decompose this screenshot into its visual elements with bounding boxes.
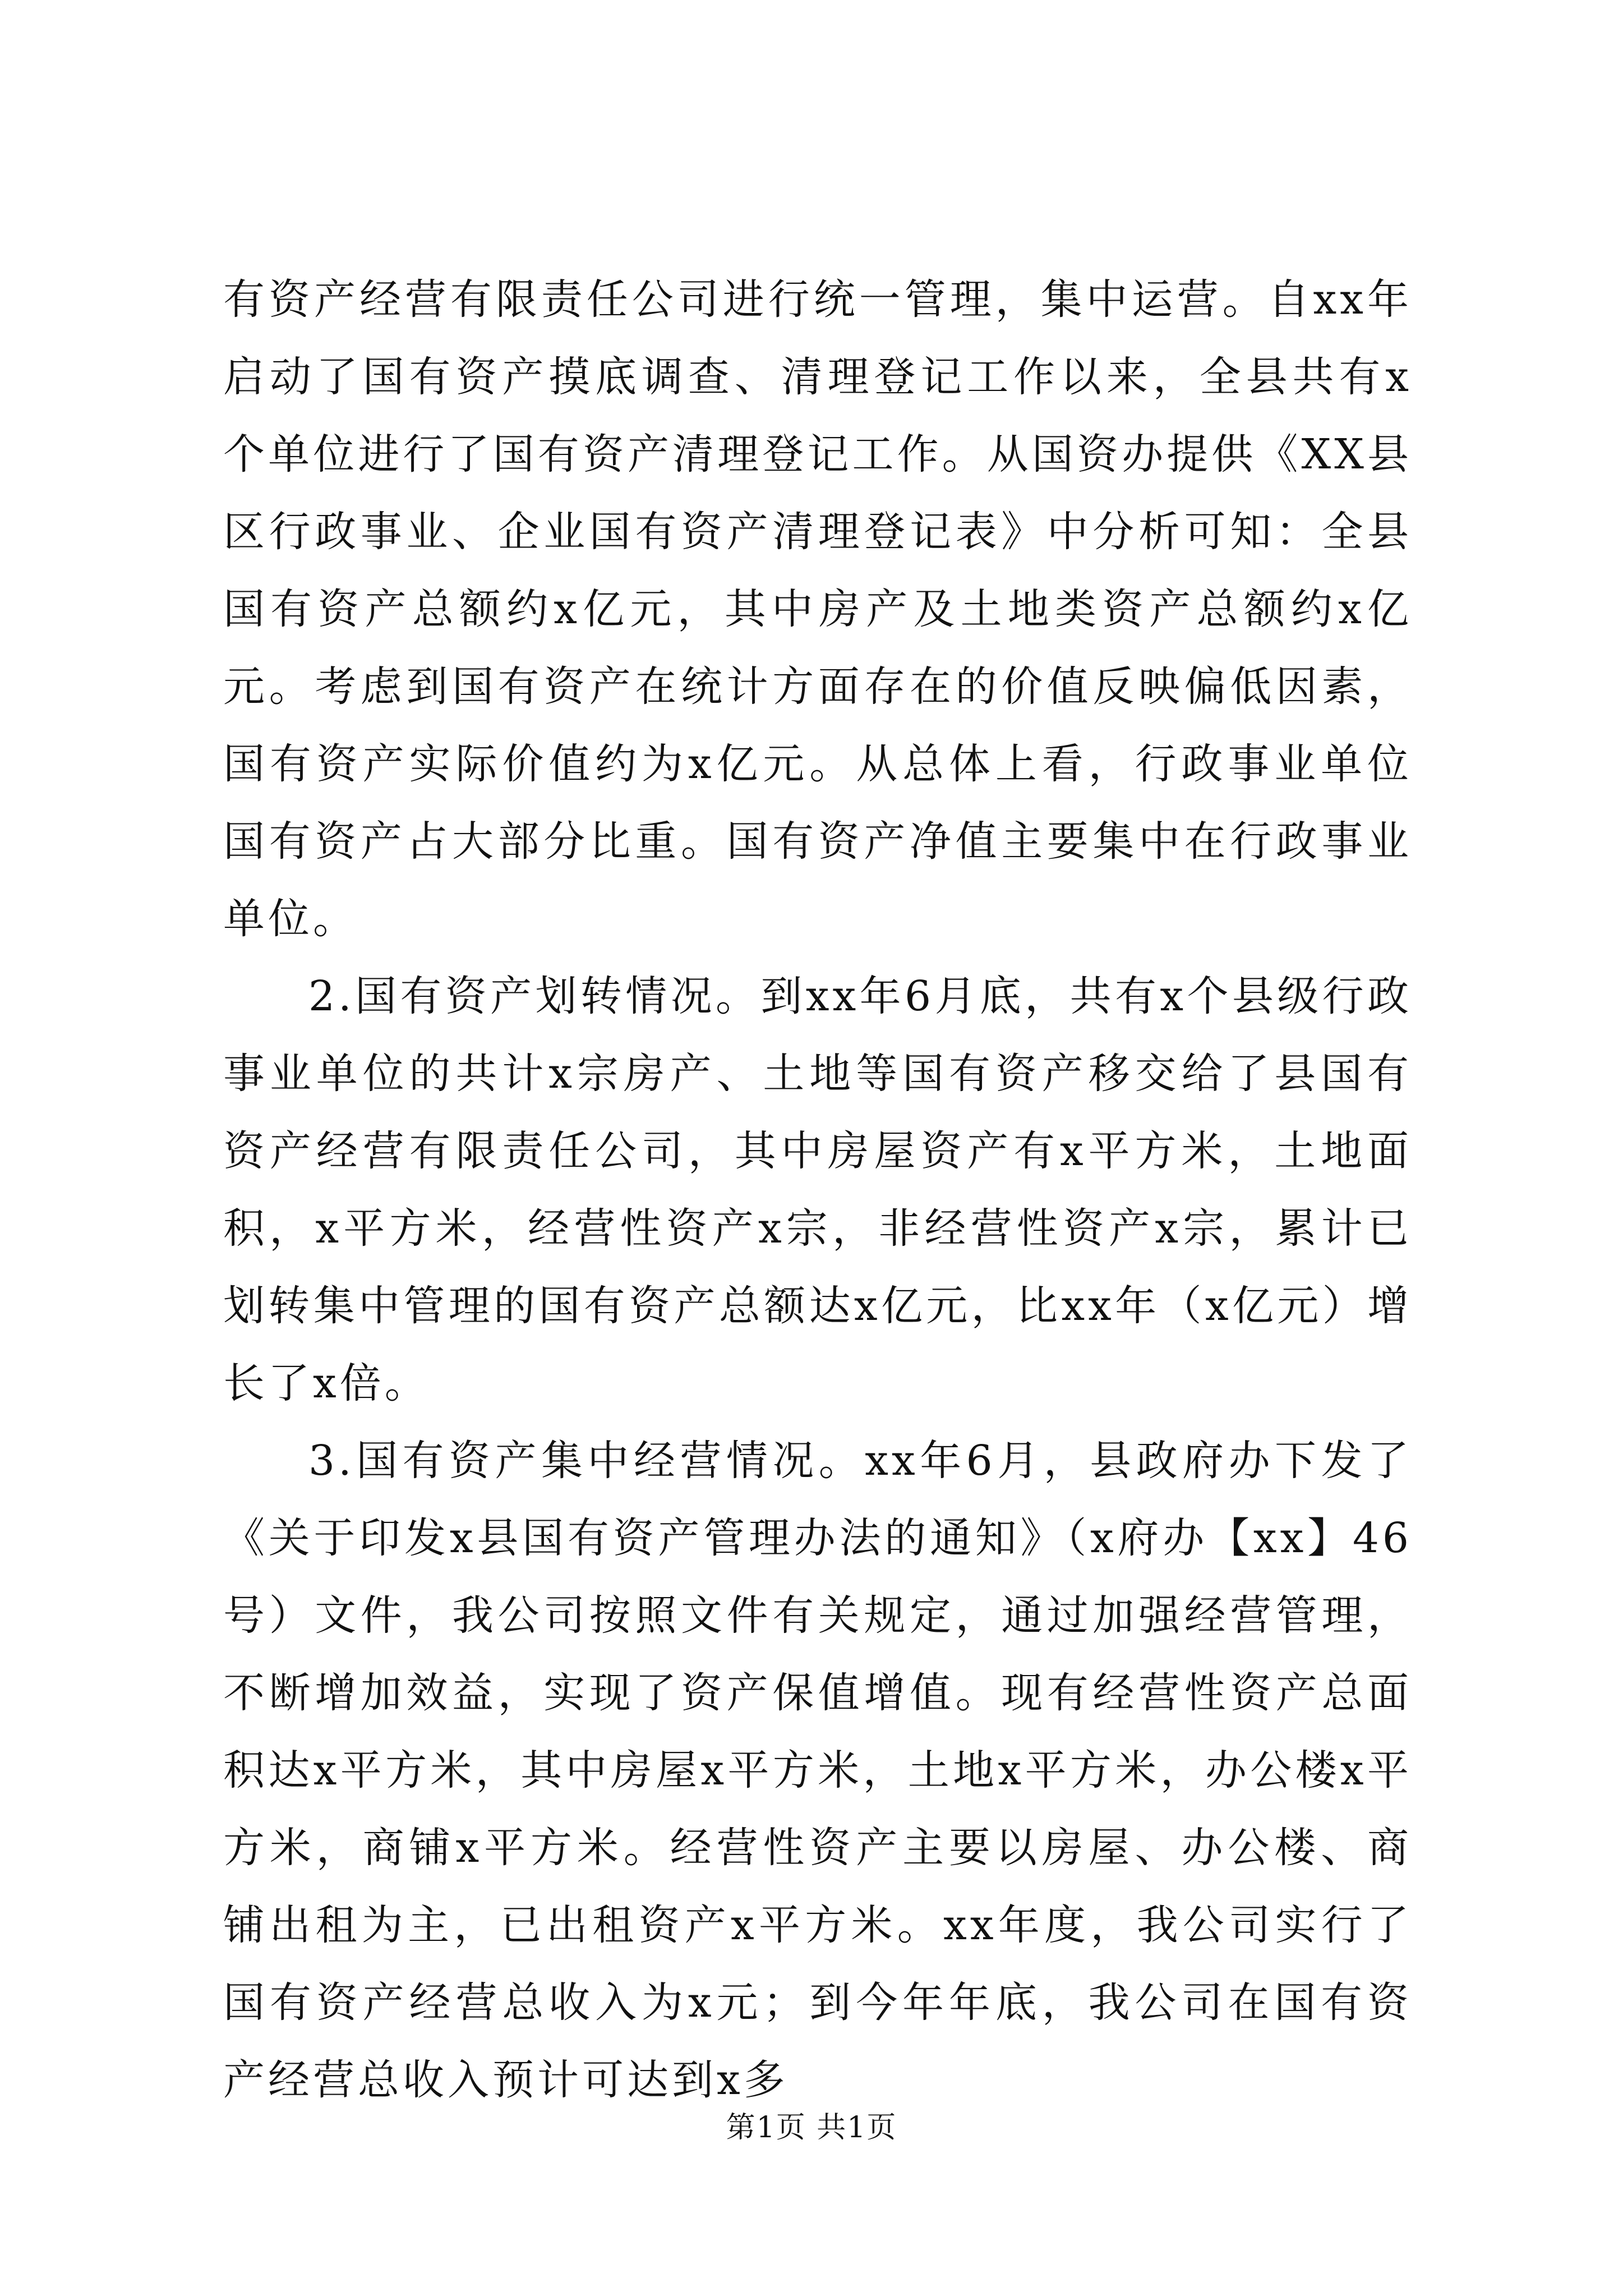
paragraph-asset-operation: 3.国有资产集中经营情况。xx年6月，县政府办下发了《关于印发x县国有资产管理办法的通知》（x府办【xx】46号）文件，我公司按照文件有关规定，通过加强经营管理，不断增加效益，实现了资产保值增值。现有经营性资产总面积达x平方米，其中房屋x平方米，土地x平方米，办公楼x平方米，商铺x平方米。经营性资产主要以房屋、办公楼、商铺出租为主，已出租资产x平方米。xx年度，我公司实行了国有资产经营总收入为x元；到今年年底，我公司在国有资产经营总收入预计可达到x多 <box>223 1437 1412 2104</box>
paragraph-asset-transfer: 2.国有资产划转情况。到xx年6月底，共有x个县级行政事业单位的共计x宗房产、土地等国有资产移交给了县国有资产经营有限责任公司，其中房屋资产有x平方米，土地面积，x平方米，经营性资产x宗，非经营性资产x宗，累计已划转集中管理的国有资产总额达x亿元，比xx年（x亿元）增长了x倍。 <box>223 972 1412 1407</box>
page-number-footer: 第1页 共1页 <box>726 2111 897 2145</box>
paragraph-continuation: 有资产经营有限责任公司进行统一管理，集中运营。自xx年启动了国有资产摸底调查、清理登记工作以来，全县共有x个单位进行了国有资产清理登记工作。从国资办提供《XX县区行政事业、企业国有资产清理登记表》中分析可知：全县国有资产总额约x亿元，其中房产及土地类资产总额约x亿元。考虑到国有资产在统计方面存在的价值反映偏低因素，国有资产实际价值约为x亿元。从总体上看，行政事业单位国有资产占大部分比重。国有资产净值主要集中在行政事业单位。 <box>223 275 1412 943</box>
document-body <box>223 261 1412 2119</box>
